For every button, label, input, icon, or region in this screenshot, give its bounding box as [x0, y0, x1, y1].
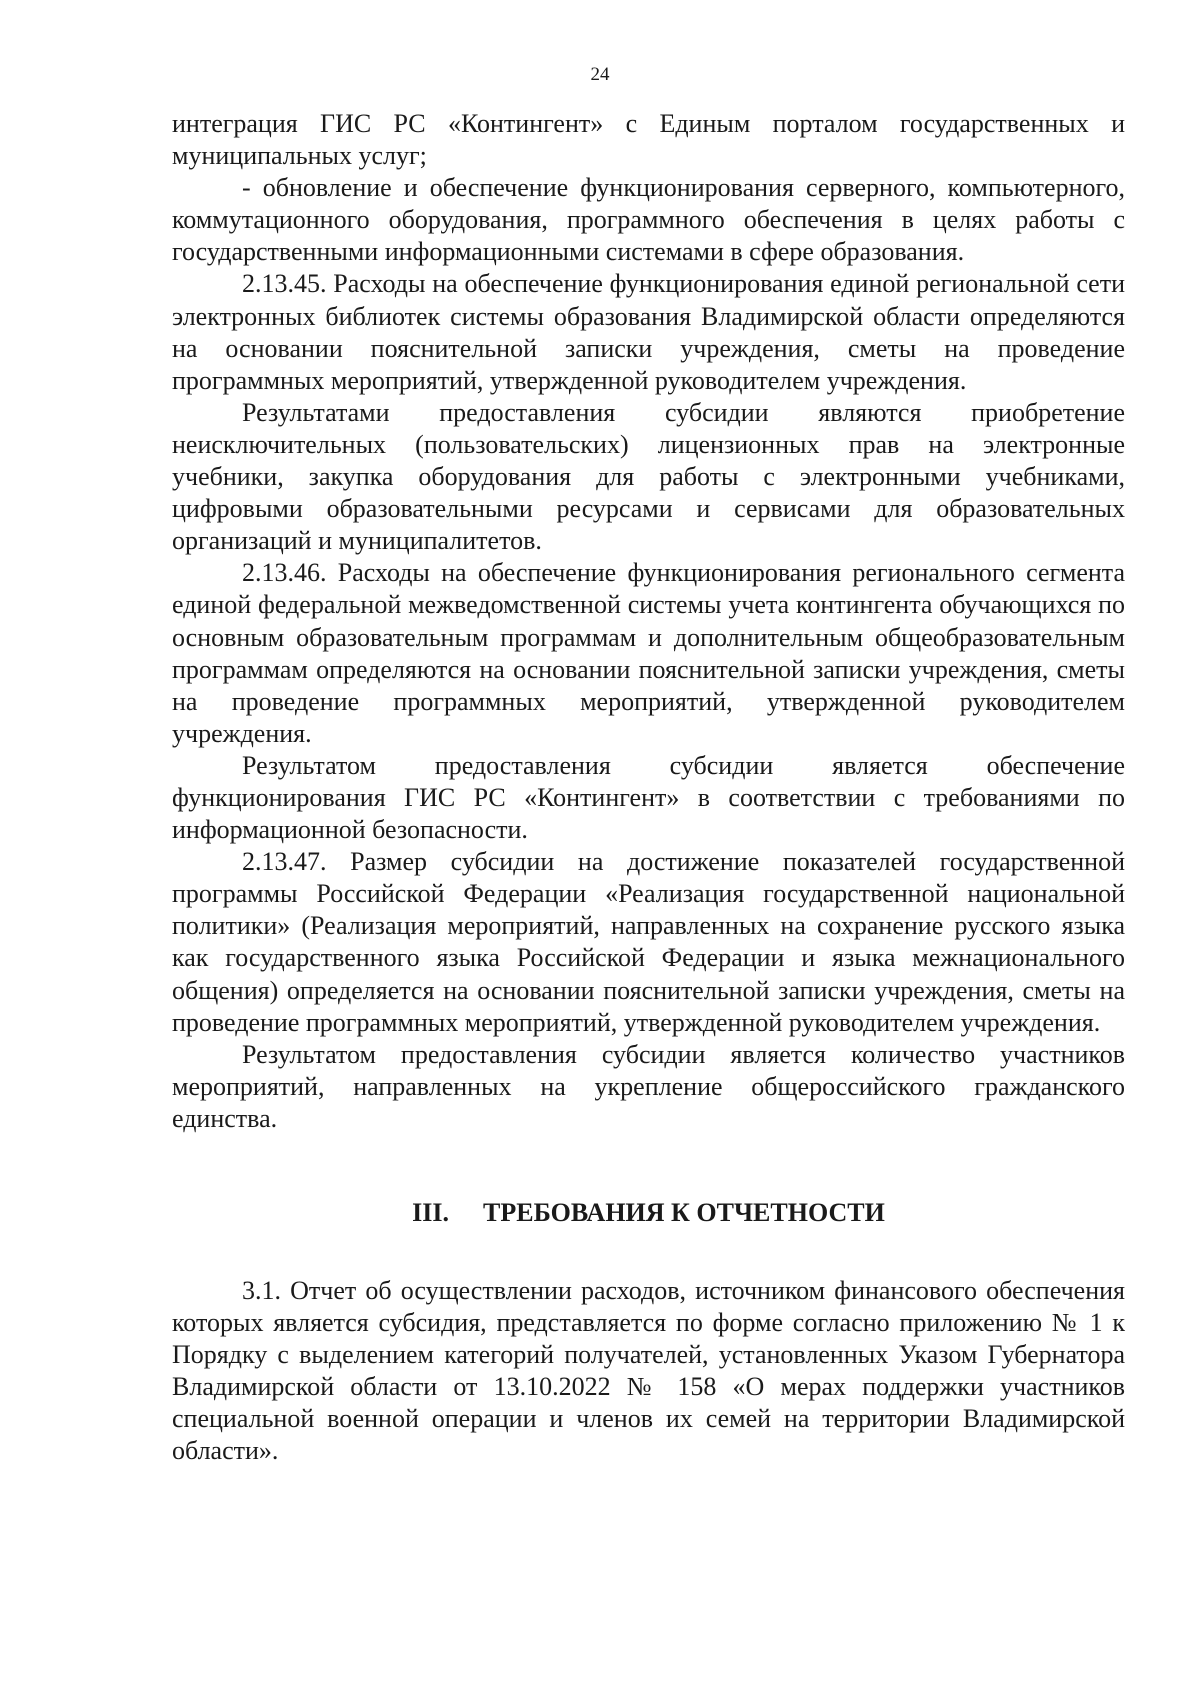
- section-title: ТРЕБОВАНИЯ К ОТЧЕТНОСТИ: [483, 1198, 885, 1227]
- paragraph-2-13-45: 2.13.45. Расходы на обеспечение функционирования единой региональной сети электронных библиотек системы образования Владимирской области определяются на основании пояснительной записки учреждения, сметы на проведение программных мероприятий, утвержденной руководителем учреждения.: [172, 269, 1125, 395]
- page-number: 24: [590, 64, 610, 85]
- paragraph-3-1: 3.1. Отчет об осуществлении расходов, источником финансового обеспечения которых является субсидия, представляется по форме согласно приложению № 1 к Порядку с выделением категорий получателей, установленных Указом Губернатора Владимирской области от 13.10.2022 № 158 «О мерах поддержки участников специальной военной операции и членов их семей на территории Владимирской области».: [172, 1276, 1125, 1466]
- section-numeral: III.: [412, 1198, 450, 1227]
- document-body: [172, 108, 1125, 1468]
- section-heading: [172, 1197, 1125, 1229]
- paragraph-integration: интеграция ГИС РС «Контингент» с Единым порталом государственных и муниципальных услуг;: [172, 109, 1125, 171]
- paragraph-2-13-47: 2.13.47. Размер субсидии на достижение показателей государственной программы Российской Федерации «Реализация государственной национальной политики» (Реализация мероприятий, направленных на сохранение русского языка как государственного языка Российской Федерации и языка межнационального общения) определяется на основании пояснительной записки учреждения, сметы на проведение программных мероприятий, утвержденной руководителем учреждения.: [172, 847, 1125, 1037]
- paragraph-2-13-46: 2.13.46. Расходы на обеспечение функционирования регионального сегмента единой федеральной межведомственной системы учета контингента обучающихся по основным образовательным программам и дополнительным общеобразовательным программам определяются на основании пояснительной записки учреждения, сметы на проведение программных мероприятий, утвержденной руководителем учреждения.: [172, 558, 1125, 748]
- paragraph-2-13-46-results: Результатом предоставления субсидии является обеспечение функционирования ГИС РС «Контингент» в соответствии с требованиями по информационной безопасности.: [172, 750, 1125, 845]
- paragraph-2-13-47-results: Результатом предоставления субсидии является количество участников мероприятий, направленных на укрепление общероссийского гражданского единства.: [172, 1039, 1125, 1133]
- paragraph-2-13-45-results: Результатами предоставления субсидии являются приобретение неисключительных (пользовательских) лицензионных прав на электронные учебники, закупка оборудования для работы с электронными учебниками, цифровыми образовательными ресурсами и сервисами для образовательных организаций и муниципалитетов.: [172, 397, 1125, 556]
- paragraph-equipment-update: - обновление и обеспечение функционирования серверного, компьютерного, коммутационного оборудования, программного обеспечения в целях работы с государственными информационными системами в сфере образования.: [172, 173, 1125, 267]
